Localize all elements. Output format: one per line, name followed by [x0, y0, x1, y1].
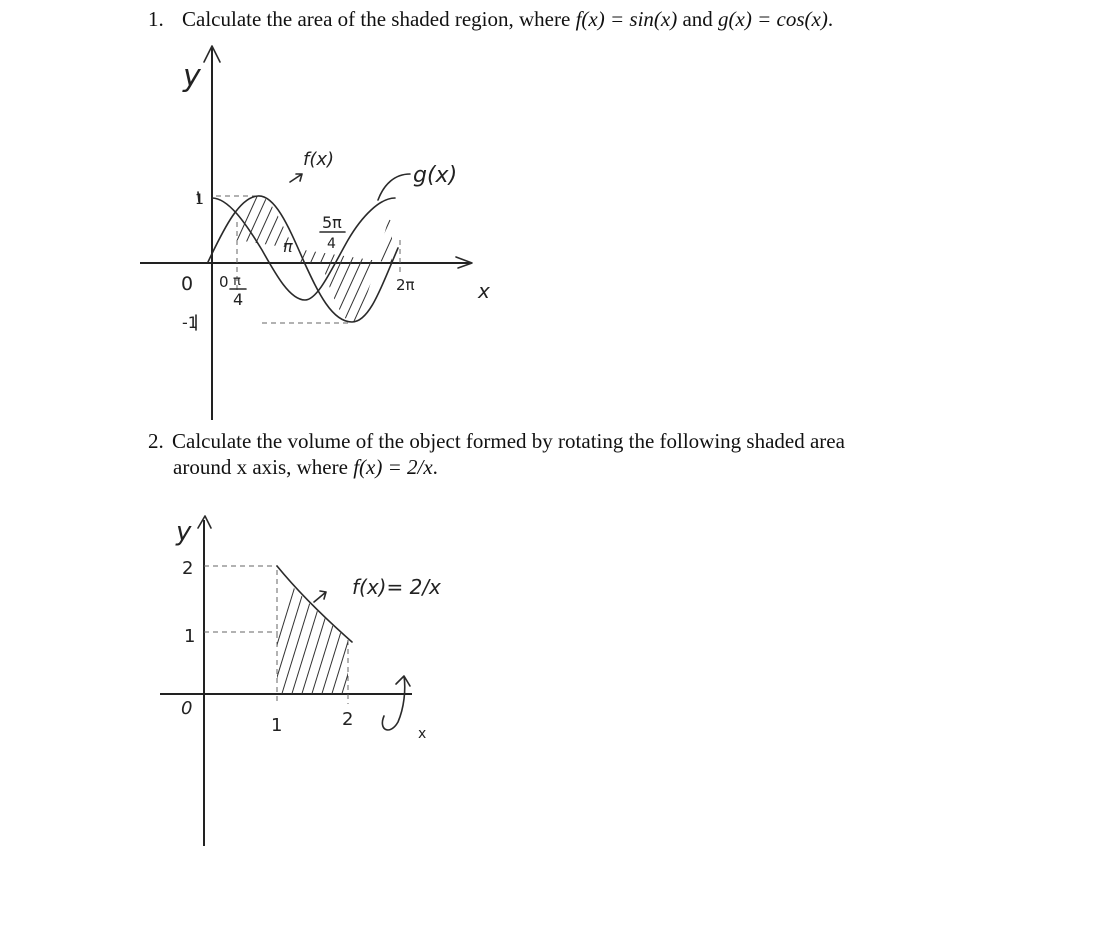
- question-1-and: and: [677, 7, 719, 31]
- question-1-text: Calculate the area of the shaded region, where: [182, 7, 576, 31]
- question-2-line-1: Calculate the volume of the object formed by rotating the following shaded area: [172, 429, 845, 453]
- x-value-2-label: 2: [342, 709, 354, 730]
- question-2-end: .: [432, 455, 438, 479]
- origin-label: 0: [181, 273, 194, 295]
- f-2-over-x-label: f(x)= 2/x: [352, 575, 441, 599]
- y-value-1-label: 1: [195, 192, 204, 208]
- g-label: g(x): [413, 163, 458, 188]
- g-definition: g(x) = cos(x): [718, 7, 828, 31]
- two-pi-label: 2π: [396, 276, 415, 294]
- curve-2-over-x: [277, 566, 352, 642]
- rotation-arrow-icon: [382, 676, 410, 730]
- question-1-number: 1.: [148, 7, 164, 31]
- x-value-1-label: 1: [271, 715, 283, 736]
- zero-label: 0: [219, 273, 229, 291]
- figure-2-origin-label: 0: [181, 698, 193, 719]
- figure-2-x-label: x: [418, 726, 427, 742]
- question-2-line-2: around x axis, where: [173, 455, 354, 479]
- pi-over-4-denominator: 4: [233, 290, 244, 309]
- curve-label-arrow: [314, 591, 326, 602]
- five-pi-over-4-numerator: 5π: [322, 213, 342, 232]
- y-value-minus-1-label: -1: [182, 313, 198, 332]
- pi-label: π: [283, 237, 293, 256]
- figure-1-y-label: y: [183, 59, 201, 94]
- y-value-2-label: 2: [182, 558, 194, 579]
- f-label: f(x): [303, 149, 335, 170]
- figure-1-x-label: x: [478, 279, 490, 303]
- y-value-1-label: 1: [184, 626, 196, 647]
- question-1-end: .: [827, 7, 834, 31]
- figure-2-y-label: y: [176, 517, 192, 547]
- question-2-number: 2.: [148, 429, 164, 453]
- pi-over-4-numerator: π: [233, 274, 241, 289]
- f-2-over-x-definition: f(x) = 2/x: [353, 455, 433, 479]
- f-definition: f(x) = sin(x): [575, 7, 678, 31]
- five-pi-over-4-denominator: 4: [327, 236, 336, 252]
